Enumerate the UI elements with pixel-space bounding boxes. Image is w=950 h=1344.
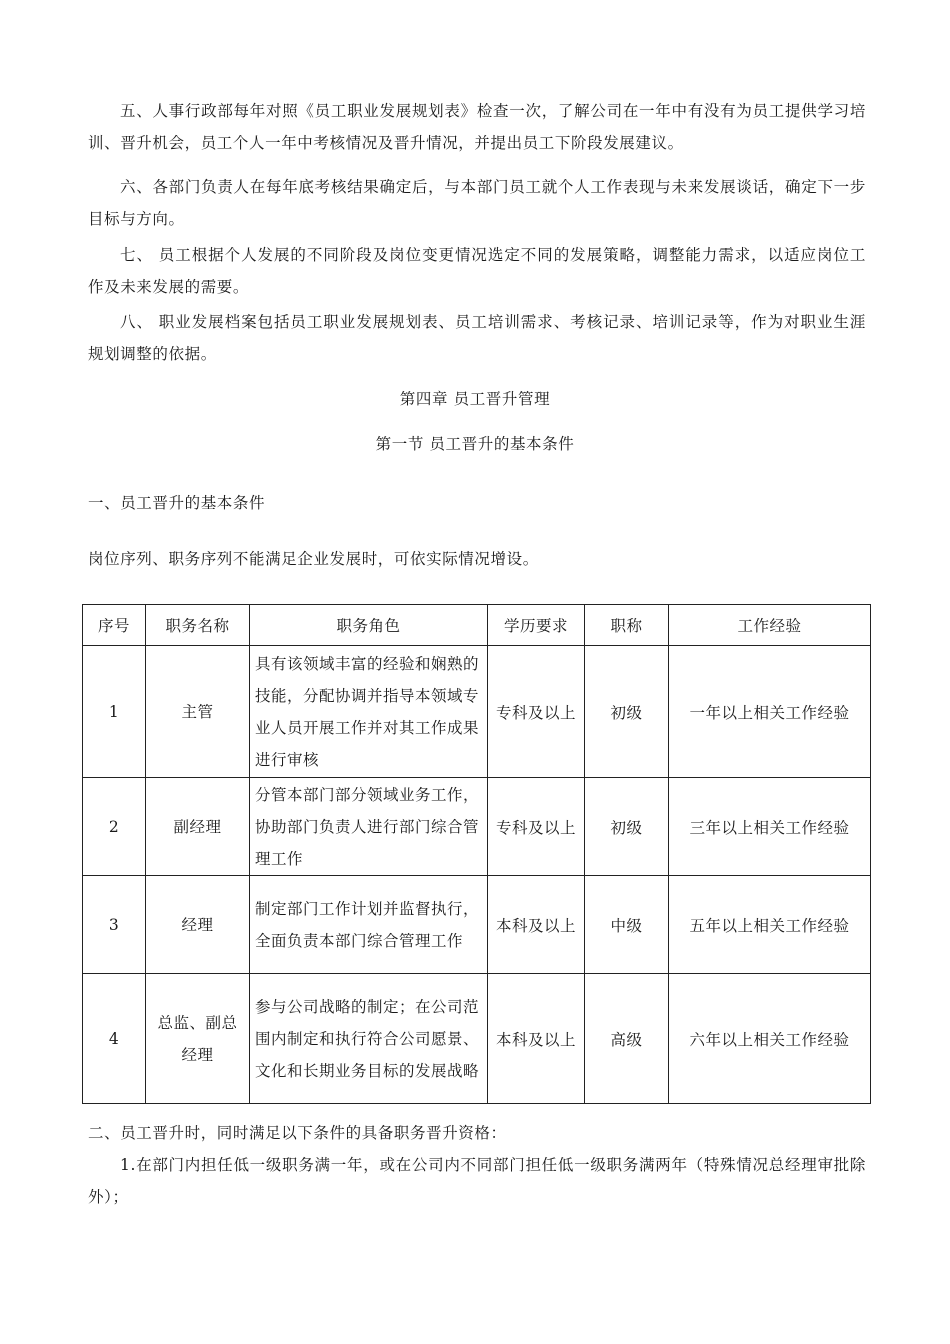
cell-no: 1	[83, 646, 146, 778]
cell-role: 参与公司战略的制定；在公司范围内制定和执行符合公司愿景、文化和长期业务目标的发展战略	[250, 974, 488, 1104]
table-header-row	[83, 605, 871, 646]
cell-rank: 初级	[585, 778, 669, 876]
paragraph-6: 六、各部门负责人在每年底考核结果确定后，与本部门员工就个人工作表现与未来发展谈话，确定下一步目标与方向。	[88, 178, 866, 228]
section-title: 第一节 员工晋升的基本条件	[375, 435, 575, 453]
table-row	[83, 646, 871, 778]
cell-experience: 一年以上相关工作经验	[669, 646, 871, 778]
note-text: 岗位序列、职务序列不能满足企业发展时，可依实际情况增设。	[88, 550, 539, 568]
paragraph-5: 五、人事行政部每年对照《员工职业发展规划表》检查一次，了解公司在一年中有没有为员工提供学习培训、晋升机会，员工个人一年中考核情况及晋升情况，并提出员工下阶段发展建议。	[88, 102, 866, 152]
table-row	[83, 778, 871, 876]
cell-education: 本科及以上	[488, 876, 585, 974]
header-education: 学历要求	[488, 605, 585, 646]
cell-no: 3	[83, 876, 146, 974]
cell-rank: 初级	[585, 646, 669, 778]
header-no: 序号	[83, 605, 146, 646]
cell-title: 主管	[146, 646, 250, 778]
subheading-promotion-qualification: 二、员工晋升时，同时满足以下条件的具备职务晋升资格：	[88, 1124, 507, 1142]
cell-title: 副经理	[146, 778, 250, 876]
table-row	[83, 876, 871, 974]
cell-role: 制定部门工作计划并监督执行，全面负责本部门综合管理工作	[250, 876, 488, 974]
paragraph-8: 八、 职业发展档案包括员工职业发展规划表、员工培训需求、考核记录、培训记录等，作为对职业生涯规划调整的依据。	[88, 313, 866, 363]
cell-no: 4	[83, 974, 146, 1104]
cell-experience: 六年以上相关工作经验	[669, 974, 871, 1104]
cell-education: 专科及以上	[488, 646, 585, 778]
paragraph-7: 七、 员工根据个人发展的不同阶段及岗位变更情况选定不同的发展策略，调整能力需求，以适应岗位工作及未来发展的需要。	[88, 246, 866, 296]
cell-title: 总监、副总经理	[146, 974, 250, 1104]
cell-education: 专科及以上	[488, 778, 585, 876]
cell-experience: 五年以上相关工作经验	[669, 876, 871, 974]
table-row	[83, 974, 871, 1104]
header-experience: 工作经验	[669, 605, 871, 646]
cell-rank: 高级	[585, 974, 669, 1104]
cell-experience: 三年以上相关工作经验	[669, 778, 871, 876]
cell-role: 分管本部门部分领域业务工作，协助部门负责人进行部门综合管理工作	[250, 778, 488, 876]
cell-no: 2	[83, 778, 146, 876]
subheading-basic-conditions: 一、员工晋升的基本条件	[88, 494, 266, 512]
header-title: 职务名称	[146, 605, 250, 646]
cell-role: 具有该领域丰富的经验和娴熟的技能，分配协调并指导本领域专业人员开展工作并对其工作成果进行审核	[250, 646, 488, 778]
header-rank: 职称	[585, 605, 669, 646]
cell-title: 经理	[146, 876, 250, 974]
condition-item-1: 1.在部门内担任低一级职务满一年，或在公司内不同部门担任低一级职务满两年（特殊情况总经理审批除外）；	[88, 1156, 866, 1206]
chapter-title: 第四章 员工晋升管理	[399, 390, 551, 408]
cell-rank: 中级	[585, 876, 669, 974]
position-table	[82, 604, 871, 1104]
cell-education: 本科及以上	[488, 974, 585, 1104]
header-role: 职务角色	[250, 605, 488, 646]
